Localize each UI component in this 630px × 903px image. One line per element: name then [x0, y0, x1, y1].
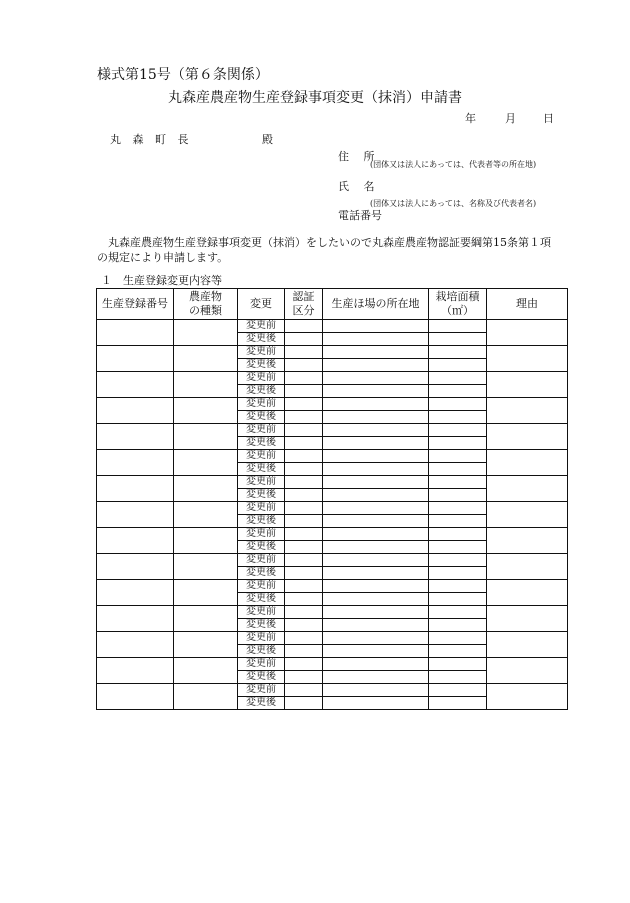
certification-class-before-cell[interactable]: [285, 372, 323, 385]
cultivation-area-after-cell[interactable]: [429, 463, 487, 476]
change-before-label: 変更前: [238, 580, 285, 593]
table-row-before: [97, 398, 568, 411]
product-type-cell[interactable]: [174, 528, 238, 554]
reason-cell[interactable]: [487, 606, 568, 632]
certification-class-after-cell[interactable]: [285, 411, 323, 424]
addressee: 丸 森 町 長: [110, 133, 193, 146]
cultivation-area-after-cell[interactable]: [429, 489, 487, 502]
header-reason: 理由: [487, 289, 568, 320]
certification-class-before-cell[interactable]: [285, 632, 323, 645]
cultivation-area-before-cell[interactable]: [429, 398, 487, 411]
certification-class-after-cell[interactable]: [285, 645, 323, 658]
field-location-after-cell[interactable]: [323, 489, 429, 502]
change-after-label: 変更後: [238, 463, 285, 476]
reason-cell[interactable]: [487, 684, 568, 710]
table-row-before: [97, 320, 568, 333]
change-before-label: 変更前: [238, 632, 285, 645]
product-type-cell[interactable]: [174, 450, 238, 476]
change-before-label: 変更前: [238, 450, 285, 463]
change-after-label: 変更後: [238, 619, 285, 632]
field-location-before-cell[interactable]: [323, 346, 429, 359]
product-type-cell[interactable]: [174, 424, 238, 450]
certification-class-after-cell[interactable]: [285, 359, 323, 372]
certification-class-after-cell[interactable]: [285, 463, 323, 476]
certification-class-before-cell[interactable]: [285, 398, 323, 411]
field-location-before-cell[interactable]: [323, 684, 429, 697]
cultivation-area-before-cell[interactable]: [429, 528, 487, 541]
change-after-label: 変更後: [238, 593, 285, 606]
product-type-cell[interactable]: [174, 398, 238, 424]
certification-class-before-cell[interactable]: [285, 580, 323, 593]
product-type-cell[interactable]: [174, 632, 238, 658]
change-after-label: 変更後: [238, 697, 285, 710]
field-location-before-cell[interactable]: [323, 502, 429, 515]
certification-class-after-cell[interactable]: [285, 489, 323, 502]
field-location-after-cell[interactable]: [323, 463, 429, 476]
change-before-label: 変更前: [238, 606, 285, 619]
change-after-label: 変更後: [238, 567, 285, 580]
cultivation-area-before-cell[interactable]: [429, 684, 487, 697]
cultivation-area-after-cell[interactable]: [429, 411, 487, 424]
product-type-cell[interactable]: [174, 658, 238, 684]
certification-class-before-cell[interactable]: [285, 658, 323, 671]
certification-class-before-cell[interactable]: [285, 476, 323, 489]
registration-number-cell[interactable]: [97, 372, 174, 398]
change-before-label: 変更前: [238, 476, 285, 489]
change-after-label: 変更後: [238, 411, 285, 424]
product-type-cell[interactable]: [174, 372, 238, 398]
cultivation-area-before-cell[interactable]: [429, 502, 487, 515]
field-location-before-cell[interactable]: [323, 476, 429, 489]
cultivation-area-after-cell[interactable]: [429, 697, 487, 710]
document-title: 丸森産農産物生産登録事項変更（抹消）申請書: [168, 90, 462, 106]
registration-number-cell[interactable]: [97, 424, 174, 450]
table-row-before: [97, 554, 568, 567]
field-location-before-cell[interactable]: [323, 554, 429, 567]
cultivation-area-after-cell[interactable]: [429, 359, 487, 372]
certification-class-before-cell[interactable]: [285, 346, 323, 359]
change-before-label: 変更前: [238, 372, 285, 385]
change-before-label: 変更前: [238, 320, 285, 333]
change-before-label: 変更前: [238, 398, 285, 411]
reason-cell[interactable]: [487, 450, 568, 476]
field-location-after-cell[interactable]: [323, 333, 429, 346]
table-row-before: [97, 606, 568, 619]
cultivation-area-before-cell[interactable]: [429, 450, 487, 463]
change-before-label: 変更前: [238, 502, 285, 515]
product-type-cell[interactable]: [174, 346, 238, 372]
product-type-cell[interactable]: [174, 580, 238, 606]
header-field-location: 生産ほ場の所在地: [323, 289, 429, 320]
date-month-label: 月: [505, 112, 516, 125]
field-location-after-cell[interactable]: [323, 619, 429, 632]
field-location-before-cell[interactable]: [323, 632, 429, 645]
table-row-before: [97, 372, 568, 385]
certification-class-before-cell[interactable]: [285, 554, 323, 567]
change-details-table: [96, 288, 568, 710]
date-year-label: 年: [465, 112, 476, 125]
change-after-label: 変更後: [238, 645, 285, 658]
cultivation-area-after-cell[interactable]: [429, 385, 487, 398]
field-location-after-cell[interactable]: [323, 645, 429, 658]
field-location-after-cell[interactable]: [323, 567, 429, 580]
reason-cell[interactable]: [487, 476, 568, 502]
table-row-before: [97, 684, 568, 697]
table-row-before: [97, 424, 568, 437]
certification-class-after-cell[interactable]: [285, 619, 323, 632]
table-row-before: [97, 658, 568, 671]
field-location-before-cell[interactable]: [323, 424, 429, 437]
change-before-label: 変更前: [238, 346, 285, 359]
field-location-after-cell[interactable]: [323, 515, 429, 528]
change-after-label: 変更後: [238, 515, 285, 528]
table-row-before: [97, 450, 568, 463]
cultivation-area-before-cell[interactable]: [429, 320, 487, 333]
registration-number-cell[interactable]: [97, 502, 174, 528]
registration-number-cell[interactable]: [97, 346, 174, 372]
certification-class-after-cell[interactable]: [285, 593, 323, 606]
name-label: 氏 名: [338, 180, 375, 193]
cultivation-area-after-cell[interactable]: [429, 541, 487, 554]
cultivation-area-after-cell[interactable]: [429, 515, 487, 528]
reason-cell[interactable]: [487, 372, 568, 398]
product-type-cell[interactable]: [174, 684, 238, 710]
change-before-label: 変更前: [238, 658, 285, 671]
change-before-label: 変更前: [238, 528, 285, 541]
certification-class-after-cell[interactable]: [285, 437, 323, 450]
form-number: 様式第15号（第６条関係）: [97, 67, 269, 83]
product-type-cell[interactable]: [174, 476, 238, 502]
table-row-before: [97, 346, 568, 359]
header-registration-number: 生産登録番号: [97, 289, 174, 320]
cultivation-area-after-cell[interactable]: [429, 567, 487, 580]
field-location-after-cell[interactable]: [323, 593, 429, 606]
field-location-before-cell[interactable]: [323, 658, 429, 671]
date-day-label: 日: [543, 112, 554, 125]
certification-class-before-cell[interactable]: [285, 502, 323, 515]
product-type-cell[interactable]: [174, 320, 238, 346]
reason-cell[interactable]: [487, 632, 568, 658]
table-row-before: [97, 528, 568, 541]
registration-number-cell[interactable]: [97, 398, 174, 424]
change-after-label: 変更後: [238, 333, 285, 346]
field-location-after-cell[interactable]: [323, 697, 429, 710]
cultivation-area-before-cell[interactable]: [429, 424, 487, 437]
certification-class-after-cell[interactable]: [285, 333, 323, 346]
reason-cell[interactable]: [487, 528, 568, 554]
registration-number-cell[interactable]: [97, 554, 174, 580]
header-product-type: 農産物 の種類: [174, 289, 238, 320]
table-row-before: [97, 580, 568, 593]
field-location-after-cell[interactable]: [323, 411, 429, 424]
registration-number-cell[interactable]: [97, 528, 174, 554]
certification-class-after-cell[interactable]: [285, 515, 323, 528]
registration-number-cell[interactable]: [97, 658, 174, 684]
cultivation-area-before-cell[interactable]: [429, 372, 487, 385]
header-cultivation-area: 栽培面積 （㎡）: [429, 289, 487, 320]
reason-cell[interactable]: [487, 320, 568, 346]
registration-number-cell[interactable]: [97, 476, 174, 502]
phone-label: 電話番号: [338, 209, 382, 222]
cultivation-area-after-cell[interactable]: [429, 619, 487, 632]
table-header-row: [97, 289, 568, 320]
reason-cell[interactable]: [487, 658, 568, 684]
certification-class-before-cell[interactable]: [285, 424, 323, 437]
product-type-cell[interactable]: [174, 606, 238, 632]
header-certification-class: 認証 区分: [285, 289, 323, 320]
change-before-label: 変更前: [238, 684, 285, 697]
field-location-after-cell[interactable]: [323, 671, 429, 684]
cultivation-area-before-cell[interactable]: [429, 658, 487, 671]
registration-number-cell[interactable]: [97, 450, 174, 476]
certification-class-after-cell[interactable]: [285, 697, 323, 710]
certification-class-after-cell[interactable]: [285, 671, 323, 684]
certification-class-after-cell[interactable]: [285, 541, 323, 554]
registration-number-cell[interactable]: [97, 632, 174, 658]
field-location-before-cell[interactable]: [323, 580, 429, 593]
cultivation-area-before-cell[interactable]: [429, 606, 487, 619]
cultivation-area-before-cell[interactable]: [429, 580, 487, 593]
certification-class-before-cell[interactable]: [285, 606, 323, 619]
cultivation-area-after-cell[interactable]: [429, 437, 487, 450]
certification-class-before-cell[interactable]: [285, 684, 323, 697]
field-location-before-cell[interactable]: [323, 450, 429, 463]
certification-class-after-cell[interactable]: [285, 385, 323, 398]
field-location-before-cell[interactable]: [323, 320, 429, 333]
reason-cell[interactable]: [487, 554, 568, 580]
address-note: (団体又は法人にあっては、代表者等の所在地): [370, 160, 537, 169]
cultivation-area-before-cell[interactable]: [429, 554, 487, 567]
address-label: 住 所: [338, 150, 375, 163]
reason-cell[interactable]: [487, 502, 568, 528]
field-location-after-cell[interactable]: [323, 437, 429, 450]
honorific: 殿: [262, 133, 273, 146]
field-location-before-cell[interactable]: [323, 372, 429, 385]
change-after-label: 変更後: [238, 359, 285, 372]
certification-class-before-cell[interactable]: [285, 320, 323, 333]
certification-class-after-cell[interactable]: [285, 567, 323, 580]
table-row-before: [97, 476, 568, 489]
name-note: (団体又は法人にあっては、名称及び代表者名): [370, 199, 537, 208]
section-title: １ 生産登録変更内容等: [101, 274, 222, 287]
cultivation-area-after-cell[interactable]: [429, 645, 487, 658]
change-before-label: 変更前: [238, 554, 285, 567]
change-after-label: 変更後: [238, 385, 285, 398]
change-after-label: 変更後: [238, 671, 285, 684]
cultivation-area-before-cell[interactable]: [429, 476, 487, 489]
change-after-label: 変更後: [238, 489, 285, 502]
certification-class-before-cell[interactable]: [285, 528, 323, 541]
field-location-after-cell[interactable]: [323, 385, 429, 398]
change-before-label: 変更前: [238, 424, 285, 437]
cultivation-area-before-cell[interactable]: [429, 346, 487, 359]
header-change: 変更: [238, 289, 285, 320]
field-location-after-cell[interactable]: [323, 541, 429, 554]
change-after-label: 変更後: [238, 541, 285, 554]
product-type-cell[interactable]: [174, 502, 238, 528]
reason-cell[interactable]: [487, 398, 568, 424]
field-location-before-cell[interactable]: [323, 528, 429, 541]
table-row-before: [97, 632, 568, 645]
product-type-cell[interactable]: [174, 554, 238, 580]
cultivation-area-after-cell[interactable]: [429, 333, 487, 346]
registration-number-cell[interactable]: [97, 580, 174, 606]
certification-class-before-cell[interactable]: [285, 450, 323, 463]
registration-number-cell[interactable]: [97, 684, 174, 710]
registration-number-cell[interactable]: [97, 320, 174, 346]
reason-cell[interactable]: [487, 346, 568, 372]
cultivation-area-after-cell[interactable]: [429, 671, 487, 684]
reason-cell[interactable]: [487, 580, 568, 606]
reason-cell[interactable]: [487, 424, 568, 450]
application-statement: 丸森産農産物生産登録事項変更（抹消）をしたいので丸森産農産物認証要綱第15条第１項の規定により申請します。: [97, 236, 551, 264]
registration-number-cell[interactable]: [97, 606, 174, 632]
field-location-before-cell[interactable]: [323, 398, 429, 411]
cultivation-area-before-cell[interactable]: [429, 632, 487, 645]
field-location-before-cell[interactable]: [323, 606, 429, 619]
table-row-before: [97, 502, 568, 515]
cultivation-area-after-cell[interactable]: [429, 593, 487, 606]
field-location-after-cell[interactable]: [323, 359, 429, 372]
change-after-label: 変更後: [238, 437, 285, 450]
